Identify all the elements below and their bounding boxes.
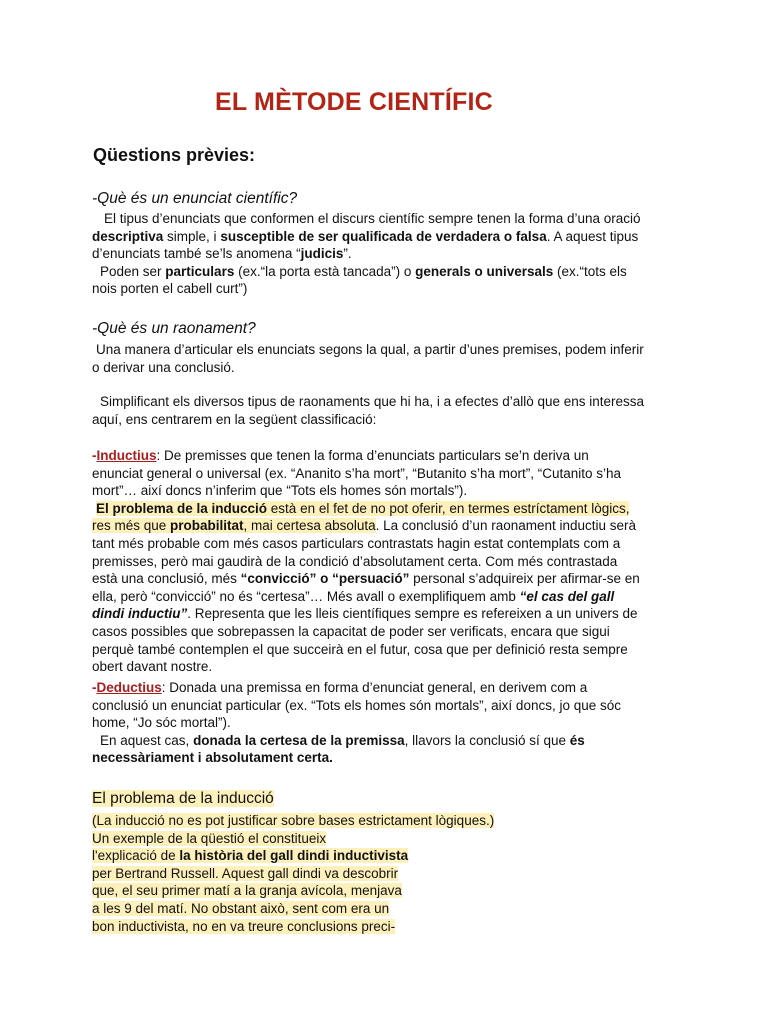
section-problema-title — [92, 790, 274, 808]
text-line — [92, 245, 682, 263]
bold-term: és — [569, 732, 585, 748]
paragraph-inductius — [92, 447, 682, 676]
highlight — [92, 518, 376, 533]
text-line — [92, 847, 494, 865]
paragraph-raonament — [92, 341, 682, 376]
text-line — [92, 900, 494, 918]
text-line: obert davant nostre. — [92, 659, 213, 675]
text-line: aquí, ens centrarem en la següent classificació: — [92, 411, 377, 427]
bold-term: judicis — [300, 246, 344, 262]
text-span: , llavors la conclusió sí que — [404, 732, 570, 748]
text-line — [92, 517, 682, 535]
highlight: El problema de la inducció — [92, 790, 274, 807]
text-line: Una manera d’articular els enunciats segons la qual, a partir d’unes premises, podem inferir — [96, 342, 644, 357]
text-line — [92, 679, 682, 697]
question-heading-raonament: -Què és un raonament? — [92, 320, 256, 337]
text-line: mort”… així doncs n’inferim que “Tots els homes són mortals”). — [92, 483, 468, 499]
highlight: bon inductivista, no en va treure conclusions preci- — [92, 918, 396, 934]
text-line — [92, 865, 494, 883]
bold-term: probabilitat — [170, 518, 244, 534]
bold-term: la història del gall dindi inductivista — [179, 848, 409, 864]
highlight: Un exemple de la qüestió el constitueix — [92, 830, 327, 846]
text-line — [92, 228, 682, 246]
text-span: Poden ser — [100, 263, 166, 279]
dash-marker: - — [92, 448, 97, 463]
bold-term: “convicció” o “persuació” — [240, 571, 410, 587]
term-inductius: Inductius — [96, 448, 157, 463]
text-span: res més que — [92, 518, 171, 534]
text-span: l'explicació de — [92, 848, 180, 864]
bold-term: donada la certesa de la premissa — [193, 732, 405, 748]
text-span: està una conclusió, més — [92, 571, 241, 587]
dash-marker: - — [92, 680, 97, 695]
text-line: casos possibles que sobrepassen la capacitat de poder ser verificats, encara que sigui — [92, 623, 610, 639]
text-line — [92, 588, 682, 606]
text-span: està en el fet de no pot oferir, en termes estríctament lògics, — [267, 500, 630, 516]
page-title: EL MÈTODE CIENTÍFIC — [215, 88, 493, 116]
text-line: conclusió un enunciat particular (ex. “Tots els homes són mortals”, així doncs, jo que sóc — [92, 697, 621, 713]
text-line: nois porten el cabell curt”) — [92, 281, 248, 297]
paragraph-classificacio — [92, 393, 682, 428]
text-line — [92, 605, 682, 623]
highlight: a les 9 del matí. No obstant això, sent com era un — [92, 900, 390, 916]
text-line: o derivar una conclusió. — [92, 359, 235, 375]
text-line — [92, 732, 682, 750]
bold-italic-term: dindi inductiu” — [92, 606, 188, 622]
highlight: (La inducció no es pot justificar sobre bases estrictament lògiques.) — [92, 813, 495, 828]
paragraph-problema — [92, 812, 494, 935]
bold-italic-term: “el cas del gall — [519, 588, 615, 604]
text-line: enunciat general o universal (ex. “Ananito s’ha mort”, “Butanito s’ha mort”, “Cutanito s’ha — [92, 465, 622, 481]
text-span: simple, i — [163, 228, 221, 244]
highlight: que, el seu primer matí a la granja avícola, menjava — [92, 883, 402, 899]
text-line: premisses, però mai gaudirà de la condició d’absolutament certa. Com més contrastada — [92, 553, 618, 569]
text-line — [92, 263, 682, 281]
text-span: d’enunciats també se’ls anomena “ — [92, 246, 301, 262]
text-line — [92, 812, 494, 830]
term-deductius: Deductius — [96, 680, 162, 695]
text-span: . Representa que les lleis científiques sempre es refereixen a un univers de — [187, 606, 638, 622]
text-line — [92, 500, 682, 518]
text-line — [92, 882, 494, 900]
text-line — [92, 570, 682, 588]
text-line: tant més probable com més casos particulars contrastats hagin estat contemplats com a — [92, 535, 621, 551]
question-heading-enunciat: -Què és un enunciat científic? — [92, 190, 298, 207]
text-span: ”. — [343, 246, 352, 262]
text-span: personal s’adquireix per afirmar-se en — [409, 571, 640, 587]
bold-term: particulars — [165, 263, 235, 279]
bold-term: descriptiva — [92, 228, 164, 244]
bold-term: generals o universals — [415, 263, 554, 279]
text-span: ella, però “convicció” no és “certesa”… Més avall o exemplifiquem amb — [92, 588, 520, 604]
paragraph-enunciat — [92, 210, 682, 298]
highlight — [92, 848, 408, 863]
text-line: perquè també contemplen el que succeirà en el futur, cosa que per definició resta sempre — [92, 641, 628, 657]
text-span: . A aquest tipus — [546, 228, 639, 244]
text-line: El tipus d’enunciats que conformen el discurs científic sempre tenen la forma d’una oració — [104, 211, 641, 226]
text-line — [92, 830, 494, 848]
text-span: En aquest cas, — [100, 732, 194, 748]
text-line: home, “Jo sóc mortal”). — [92, 715, 231, 731]
text-span: , mai certesa absoluta — [243, 518, 376, 534]
text-line — [92, 749, 682, 767]
highlight — [96, 501, 629, 516]
text-line: Simplificant els diversos tipus de raonaments que hi ha, i a efectes d’allò que ens interessa — [100, 394, 645, 409]
text-span: (ex.“la porta està tancada”) o — [234, 263, 416, 279]
text-span: (ex.“tots els — [553, 263, 627, 279]
highlight: per Bertrand Russell. Aquest gall dindi va descobrir — [92, 865, 399, 881]
bold-term: necessàriament i absolutament certa. — [92, 750, 333, 766]
text-line — [92, 918, 494, 936]
bold-term: susceptible de ser qualificada de verdadera o falsa — [220, 228, 547, 244]
text-span: : Donada una premissa en forma d’enunciat general, en derivem com a — [161, 680, 588, 695]
bold-term: El problema de la inducció — [96, 500, 268, 516]
text-line — [92, 447, 682, 465]
paragraph-deductius — [92, 679, 682, 767]
text-span: : De premisses que tenen la forma d’enunciats particulars se’n deriva un — [156, 448, 589, 463]
section-subtitle: Qüestions prèvies: — [93, 145, 256, 165]
text-span: . La conclusió d’un raonament inductiu serà — [375, 518, 637, 534]
